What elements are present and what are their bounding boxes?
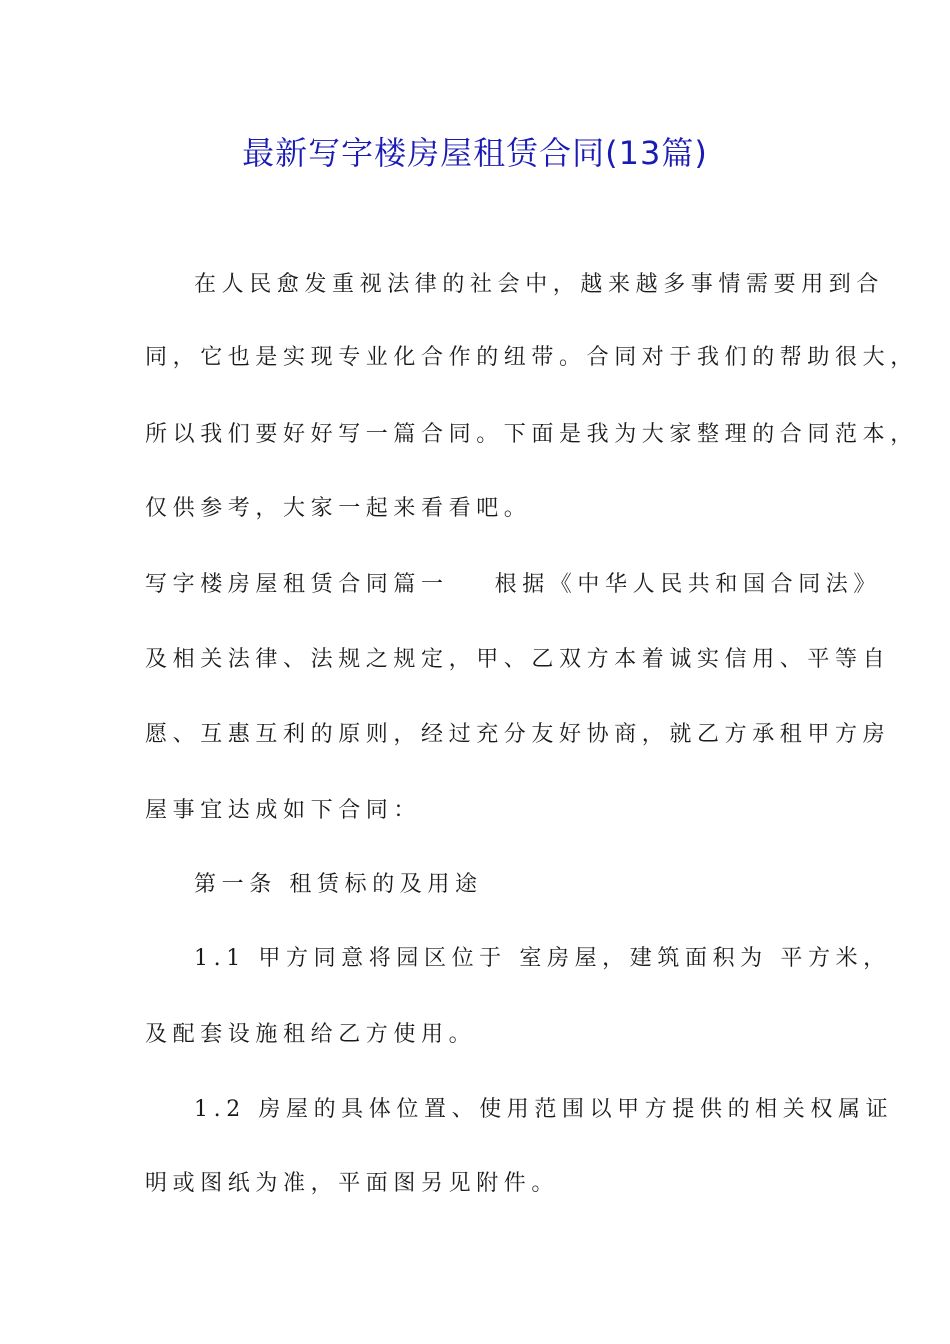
clause-1-2-line-2: 明或图纸为准，平面图另见附件。 xyxy=(145,1171,560,1196)
section-lead: 根据《中华人民共和国合同法》 xyxy=(494,572,882,597)
section-heading: 写字楼房屋租赁合同篇一 xyxy=(145,572,449,597)
document-title: 最新写字楼房屋租赁合同(13篇) xyxy=(242,134,708,172)
section-heading-line xyxy=(145,570,881,600)
clause-1-2-line-1: 1.2 房屋的具体位置、使用范围以甲方提供的相关权属证 xyxy=(194,1097,894,1122)
section-body-line-1: 及相关法律、法规之规定，甲、乙双方本着诚实信用、平等自 xyxy=(145,647,891,672)
clause-1-1-line-1: 1.1 甲方同意将园区位于 室房屋，建筑面积为 平方米， xyxy=(194,946,891,971)
clause-1-1-line-2: 及配套设施租给乙方使用。 xyxy=(145,1022,477,1047)
intro-line-3: 所以我们要好好写一篇合同。下面是我为大家整理的合同范本， xyxy=(145,422,918,447)
article-1-title: 第一条 租赁标的及用途 xyxy=(194,872,483,897)
intro-line-2: 同，它也是实现专业化合作的纽带。合同对于我们的帮助很大， xyxy=(145,345,918,370)
section-body-line-3: 屋事宜达成如下合同： xyxy=(145,798,422,823)
intro-line-1: 在人民愈发重视法律的社会中，越来越多事情需要用到合 xyxy=(194,272,885,297)
section-body-line-2: 愿、互惠互利的原则，经过充分友好协商，就乙方承租甲方房 xyxy=(145,722,891,747)
intro-line-4: 仅供参考，大家一起来看看吧。 xyxy=(145,496,532,521)
